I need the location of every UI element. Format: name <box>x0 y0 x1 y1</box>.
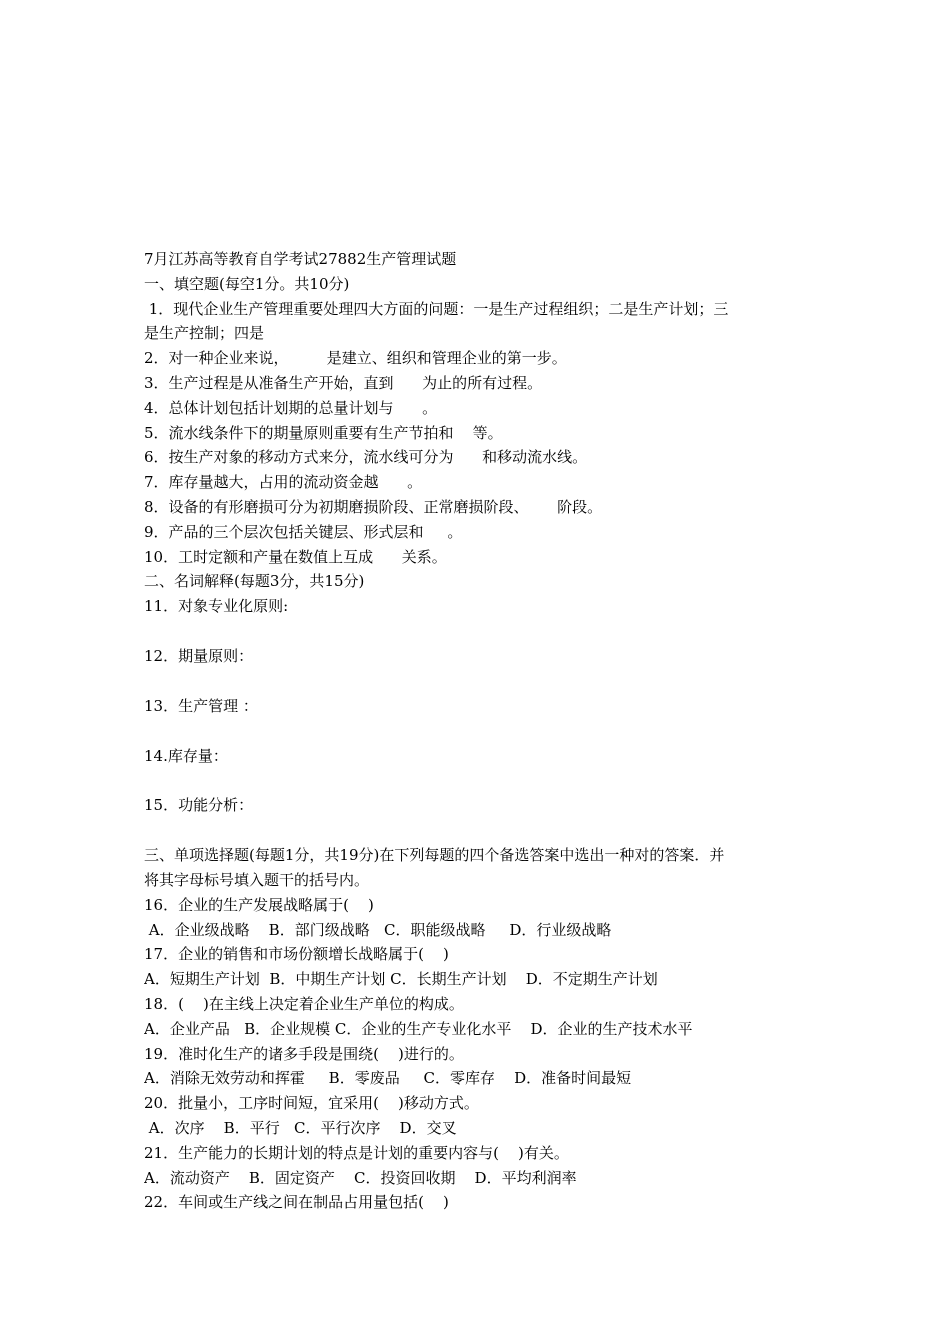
question-7: 7．库存量越大，占用的流动资金越 。 <box>144 473 423 492</box>
question-18: 18．( )在主线上决定着企业生产单位的构成。 <box>144 994 464 1013</box>
answer-space <box>144 669 810 694</box>
question-8: 8．设备的有形磨损可分为初期磨损阶段、正常磨损阶段、 阶段。 <box>144 497 603 516</box>
question-20: 20．批量小，工序时间短，宜采用( )移动方式。 <box>144 1094 479 1113</box>
question-17-options: A．短期生产计划 B．中期生产计划 C．长期生产计划 D．不定期生产计划 <box>144 970 658 989</box>
section-heading-definitions: 二、名词解释(每题3分，共15分) <box>144 572 365 591</box>
question-12: 12．期量原则： <box>144 646 254 665</box>
question-15: 15．功能分析： <box>144 796 254 815</box>
question-4: 4．总体计划包括计划期的总量计划与 。 <box>144 398 438 417</box>
question-19: 19．准时化生产的诸多手段是围绕( )进行的。 <box>144 1044 464 1063</box>
question-16: 16．企业的生产发展战略属于( ) <box>144 895 374 914</box>
question-1-continued: 是生产控制；四是 <box>144 324 265 343</box>
question-22: 22．车间或生产线之间在制品占用量包括( ) <box>144 1193 449 1212</box>
answer-space <box>144 619 810 644</box>
question-20-options: A．次序 B．平行 C．平行次序 D．交叉 <box>144 1118 457 1137</box>
question-10: 10．工时定额和产量在数值上互成 关系。 <box>144 547 447 566</box>
document-title: 7月江苏高等教育自学考试27882生产管理试题 <box>144 250 457 268</box>
section-heading-fill-blank: 一、填空题(每空1分。共10分) <box>144 274 350 293</box>
question-6: 6．按生产对象的移动方式来分，流水线可分为 和移动流水线。 <box>144 448 588 467</box>
question-19-options: A．消除无效劳动和挥霍 B．零废品 C．零库存 D．准备时间最短 <box>144 1069 632 1088</box>
answer-space <box>144 719 810 744</box>
question-17: 17．企业的销售和市场份额增长战略属于( ) <box>144 945 449 964</box>
question-2: 2．对一种企业来说， 是建立、组织和管理企业的第一步。 <box>144 349 567 368</box>
question-14: 14.库存量： <box>144 746 228 765</box>
question-5: 5．流水线条件下的期量原则重要有生产节拍和 等。 <box>144 423 503 442</box>
answer-space <box>144 818 810 843</box>
question-21-options: A．流动资产 B．固定资产 C．投资回收期 D．平均利润率 <box>144 1168 577 1187</box>
section-heading-single-choice: 三、单项选择题(每题1分，共19分)在下列每题的四个备选答案中选出一种对的答案．并 <box>144 846 725 865</box>
document-body <box>144 247 810 1215</box>
question-18-options: A．企业产品 B．企业规模 C．企业的生产专业化水平 D．企业的生产技术水平 <box>144 1019 693 1038</box>
question-16-options: A．企业级战略 B．部门级战略 C．职能级战略 D．行业级战略 <box>144 920 612 939</box>
question-13: 13．生产管理 ： <box>144 696 258 715</box>
question-9: 9．产品的三个层次包括关键层、形式层和 。 <box>144 522 463 541</box>
answer-space <box>144 768 810 793</box>
section-heading-single-choice-continued: 将其字母标号填入题干的括号内。 <box>144 870 370 889</box>
question-1: 1．现代企业生产管理重要处理四大方面的问题：一是生产过程组织；二是生产计划；三 <box>144 299 729 318</box>
question-3: 3．生产过程是从准备生产开始，直到 为止的所有过程。 <box>144 373 543 392</box>
question-11: 11．对象专业化原则: <box>144 597 289 616</box>
question-21: 21．生产能力的长期计划的特点是计划的重要内容与( )有关。 <box>144 1143 569 1162</box>
